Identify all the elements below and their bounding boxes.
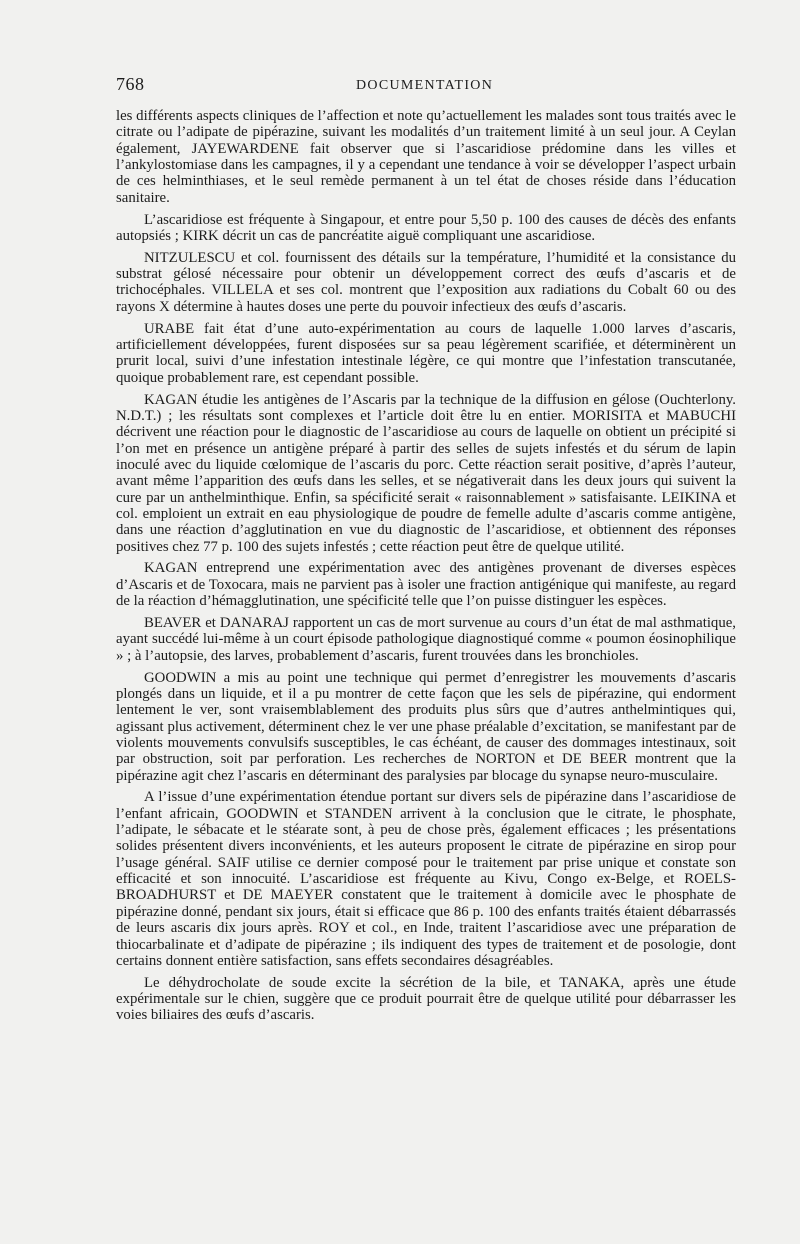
paragraph: les différents aspects cliniques de l’affection et note qu’actuellement les malades sont tous traités avec le citrate ou l’adipate de pipérazine, suivant les modalités d’un traitement limité à un seul jour. A Ceylan également, JAYEWARDENE fait observer que si l’ascaridiose prédomine dans les villes et l’ankylostomiase dans les campagnes, il y a cependant une tendance à voir se développer l’aspect urbain de ces helminthiases, et le seul remède permanent à un tel état de choses réside dans l’éducation sanitaire.: [116, 108, 736, 206]
page-header: [116, 74, 736, 98]
paragraph: Le déhydrocholate de soude excite la sécrétion de la bile, et TANAKA, après une étude expérimentale sur le chien, suggère que ce produit pourrait être de quelque utilité pour débarrasser les voies biliaires des œufs d’ascaris.: [116, 974, 736, 1024]
paragraph: GOODWIN a mis au point une technique qui permet d’enregistrer les mouvements d’ascaris plongés dans un liquide, et il a pu montrer de cette façon que les sels de pipérazine, qui endorment lentement le ver, sont vraisemblablement des produits plus sûrs que d’autres anthelmintiques qui, agissant plus activement, déterminent chez le ver une phase préalable d’excitation, se manifestant par de violents mouvements convulsifs susceptibles, le cas échéant, de causer des dommages intestinaux, soit par obstruction, soit par perforation. Les recherches de NORTON et DE BEER montrent que la pipérazine agit chez l’ascaris en déterminant des paralysies par blocage du synapse neuro-musculaire.: [116, 669, 736, 784]
paragraph: L’ascaridiose est fréquente à Singapour, et entre pour 5,50 p. 100 des causes de décès des enfants autopsiés ; KIRK décrit un cas de pancréatite aiguë compliquant une ascaridiose.: [116, 211, 736, 244]
paragraph: KAGAN étudie les antigènes de l’Ascaris par la technique de la diffusion en gélose (Ouchterlony. N.D.T.) ; les résultats sont complexes et l’article doit être lu en entier. MORISITA et MABUCHI décrivent une réaction pour le diagnostic de l’ascaridiose au cours de laquelle on obtient un précipité si l’on met en présence un antigène préparé à partir des selles de sujets infestés et du sérum de lapin inoculé avec du liquide cœlomique de l’ascaris du porc. Cette réaction serait positive, d’après l’auteur, avant même l’apparition des œufs dans les selles, et se négativerait dans les deux jours qui suivent la cure par un anthelminthique. Enfin, sa spécificité serait « raisonnablement » satisfaisante. LEIKINA et col. emploient un extrait en eau physiologique de poudre de femelle adulte d’ascaris comme antigène, dans une réaction d’agglutination en vue du diagnostic de l’ascaridiose, et obtiennent des réponses positives chez 77 p. 100 des sujets infestés ; cette réaction peut être de quelque utilité.: [116, 391, 736, 555]
body-text: [116, 108, 736, 1029]
running-title: DOCUMENTATION: [356, 78, 494, 93]
paragraph: URABE fait état d’une auto-expérimentation au cours de laquelle 1.000 larves d’ascaris, artificiellement développées, furent disposées sur sa peau légèrement scarifiée, et déterminèrent un prurit local, suivi d’une infestation intestinale légère, ce qui montre que l’infestation transcutanée, quoique probablement rare, est cependant possible.: [116, 320, 736, 386]
paragraph: KAGAN entreprend une expérimentation avec des antigènes provenant de diverses espèces d’Ascaris et de Toxocara, mais ne parvient pas à isoler une fraction antigénique qui manifeste, au regard de la réaction d’hémagglutination, une spécificité telle que l’on puisse distinguer les espèces.: [116, 560, 736, 610]
paragraph: A l’issue d’une expérimentation étendue portant sur divers sels de pipérazine dans l’ascaridiose de l’enfant africain, GOODWIN et STANDEN arrivent à la conclusion que le citrate, le phosphate, l’adipate, le sébacate et le stéarate sont, à peu de chose près, également efficaces ; les présentations solides présentent divers inconvénients, et les auteurs proposent le citrate de pipérazine en sirop pour l’usage général. SAIF utilise ce dernier composé pour le traitement par prise unique et constate son efficacité et son innocuité. L’ascaridiose est fréquente au Kivu, Congo ex-Belge, et ROELS-BROADHURST et DE MAEYER constatent que le traitement à domicile avec le phosphate de pipérazine donné, pendant six jours, était si efficace que 86 p. 100 des enfants traités étaient débarrassés de leurs ascaris dix jours après. ROY et col., en Inde, traitent l’ascaridiose avec une préparation de thiocarbalinate et d’adipate de pipérazine ; ils indiquent des types de traitement et de posologie, dont certains donnent entière satisfaction, sans effets secondaires désagréables.: [116, 789, 736, 969]
page-number: 768: [116, 74, 145, 94]
paragraph: BEAVER et DANARAJ rapportent un cas de mort survenue au cours d’un état de mal asthmatique, ayant succédé lui-même à un court épisode pathologique diagnostiqué comme « poumon éosinophilique » ; à l’autopsie, des larves, probablement d’ascaris, furent trouvées dans les bronchioles.: [116, 614, 736, 664]
paragraph: NITZULESCU et col. fournissent des détails sur la température, l’humidité et la consistance du substrat gélosé nécessaire pour obtenir un développement correct des œufs d’ascaris et de trichocéphales. VILLELA et ses col. montrent que l’exposition aux radiations du Cobalt 60 ou des rayons X détermine à hautes doses une perte du pouvoir infectieux des œufs d’ascaris.: [116, 249, 736, 315]
